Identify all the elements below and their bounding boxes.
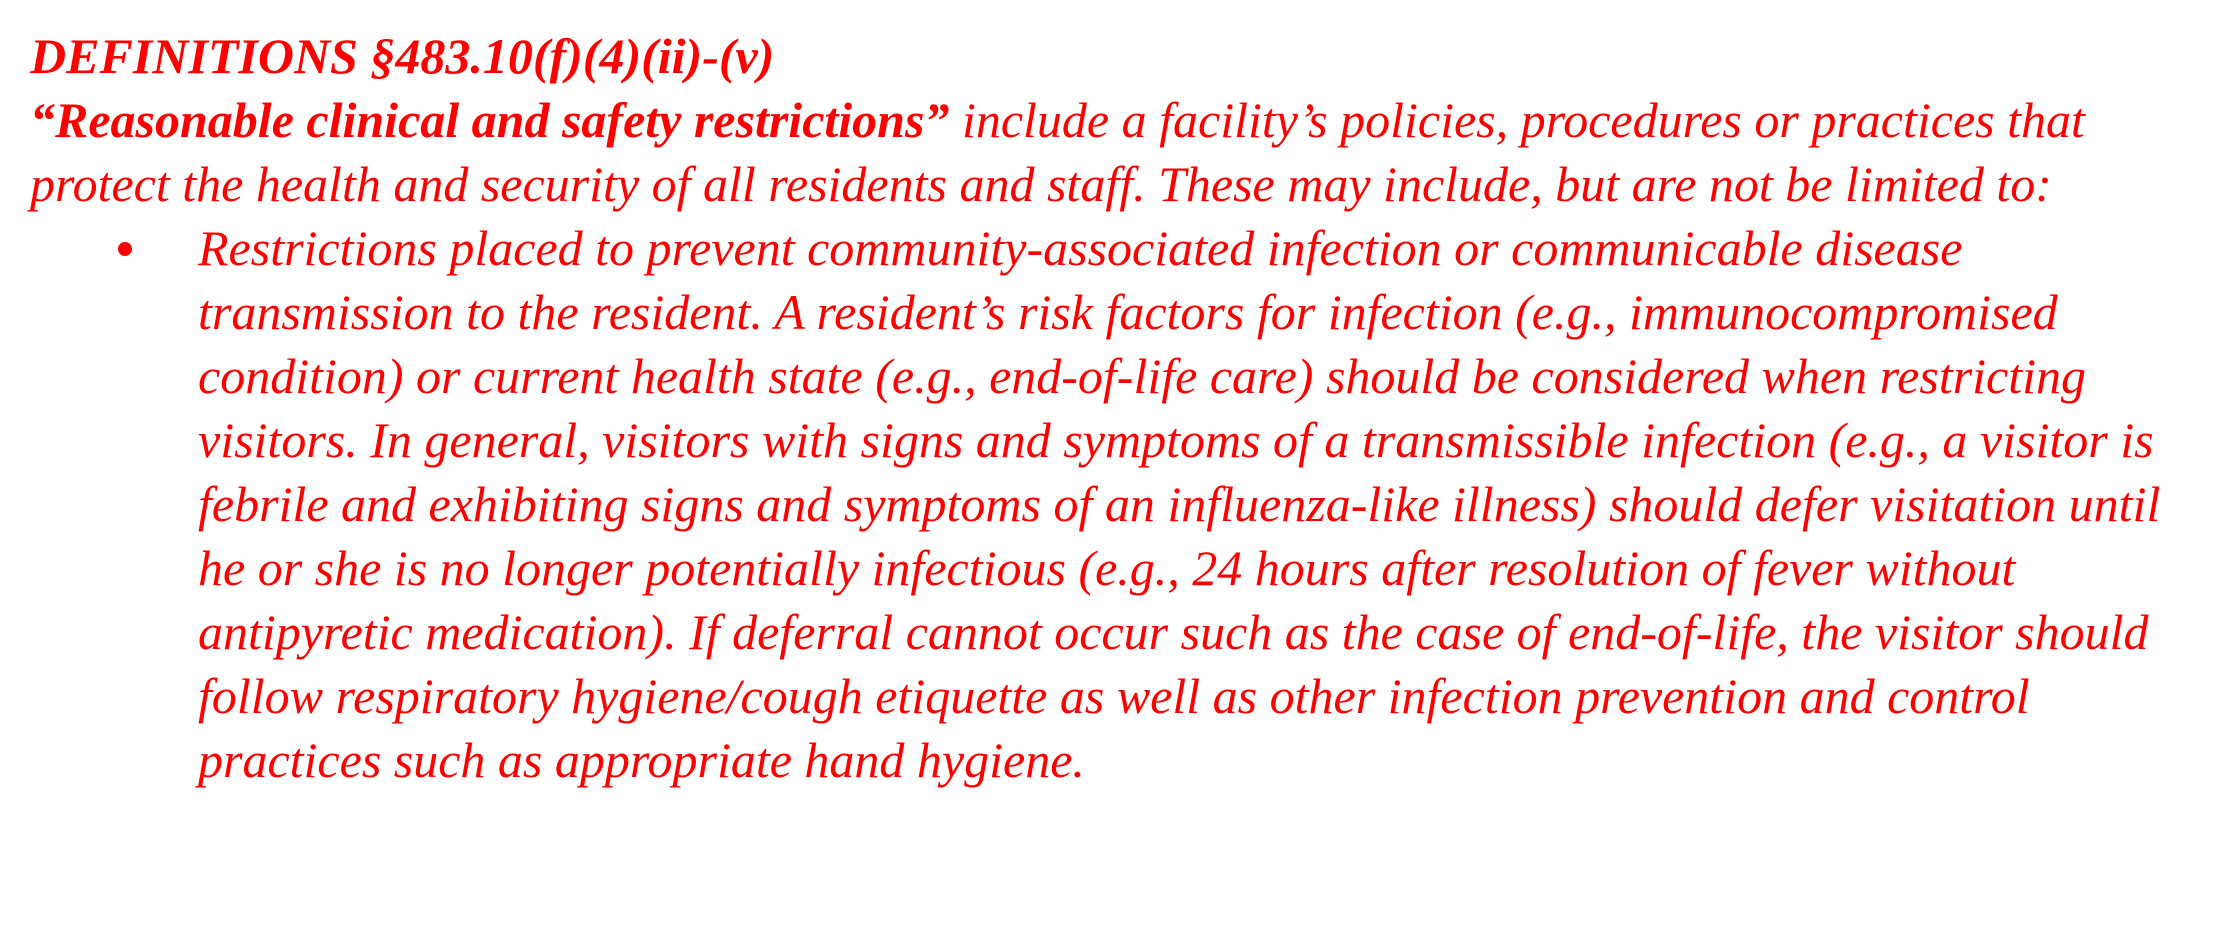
- defined-term: “Reasonable clinical and safety restrictions”: [30, 92, 950, 148]
- definition-paragraph: [30, 88, 2210, 216]
- list-item-text: Restrictions placed to prevent community-associated infection or communicable disease transmission to the resident. A resident’s risk factors for infection (e.g., immunocompromised condition) or current health state (e.g., end-of-life care) should be considered when restricting visitors. In general, visitors with signs and symptoms of a transmissible infection (e.g., a visitor is febrile and exhibiting signs and symptoms of an influenza-like illness) should defer visitation until he or she is no longer potentially infectious (e.g., 24 hours after resolution of fever without antipyretic medication). If deferral cannot occur such as the case of end-of-life, the visitor should follow respiratory hygiene/cough etiquette as well as other infection prevention and control practices such as appropriate hand hygiene.: [198, 220, 2161, 788]
- restriction-list: [30, 216, 2210, 792]
- document-body: [30, 24, 2210, 792]
- list-item: [30, 216, 2210, 792]
- bullet-icon: [118, 242, 132, 256]
- section-heading: DEFINITIONS §483.10(f)(4)(ii)-(v): [30, 28, 775, 84]
- definition-text: include a facility’s policies, procedures or practices that protect the health and security of all residents and staff. These may include, but are not be limited to:: [30, 92, 2085, 212]
